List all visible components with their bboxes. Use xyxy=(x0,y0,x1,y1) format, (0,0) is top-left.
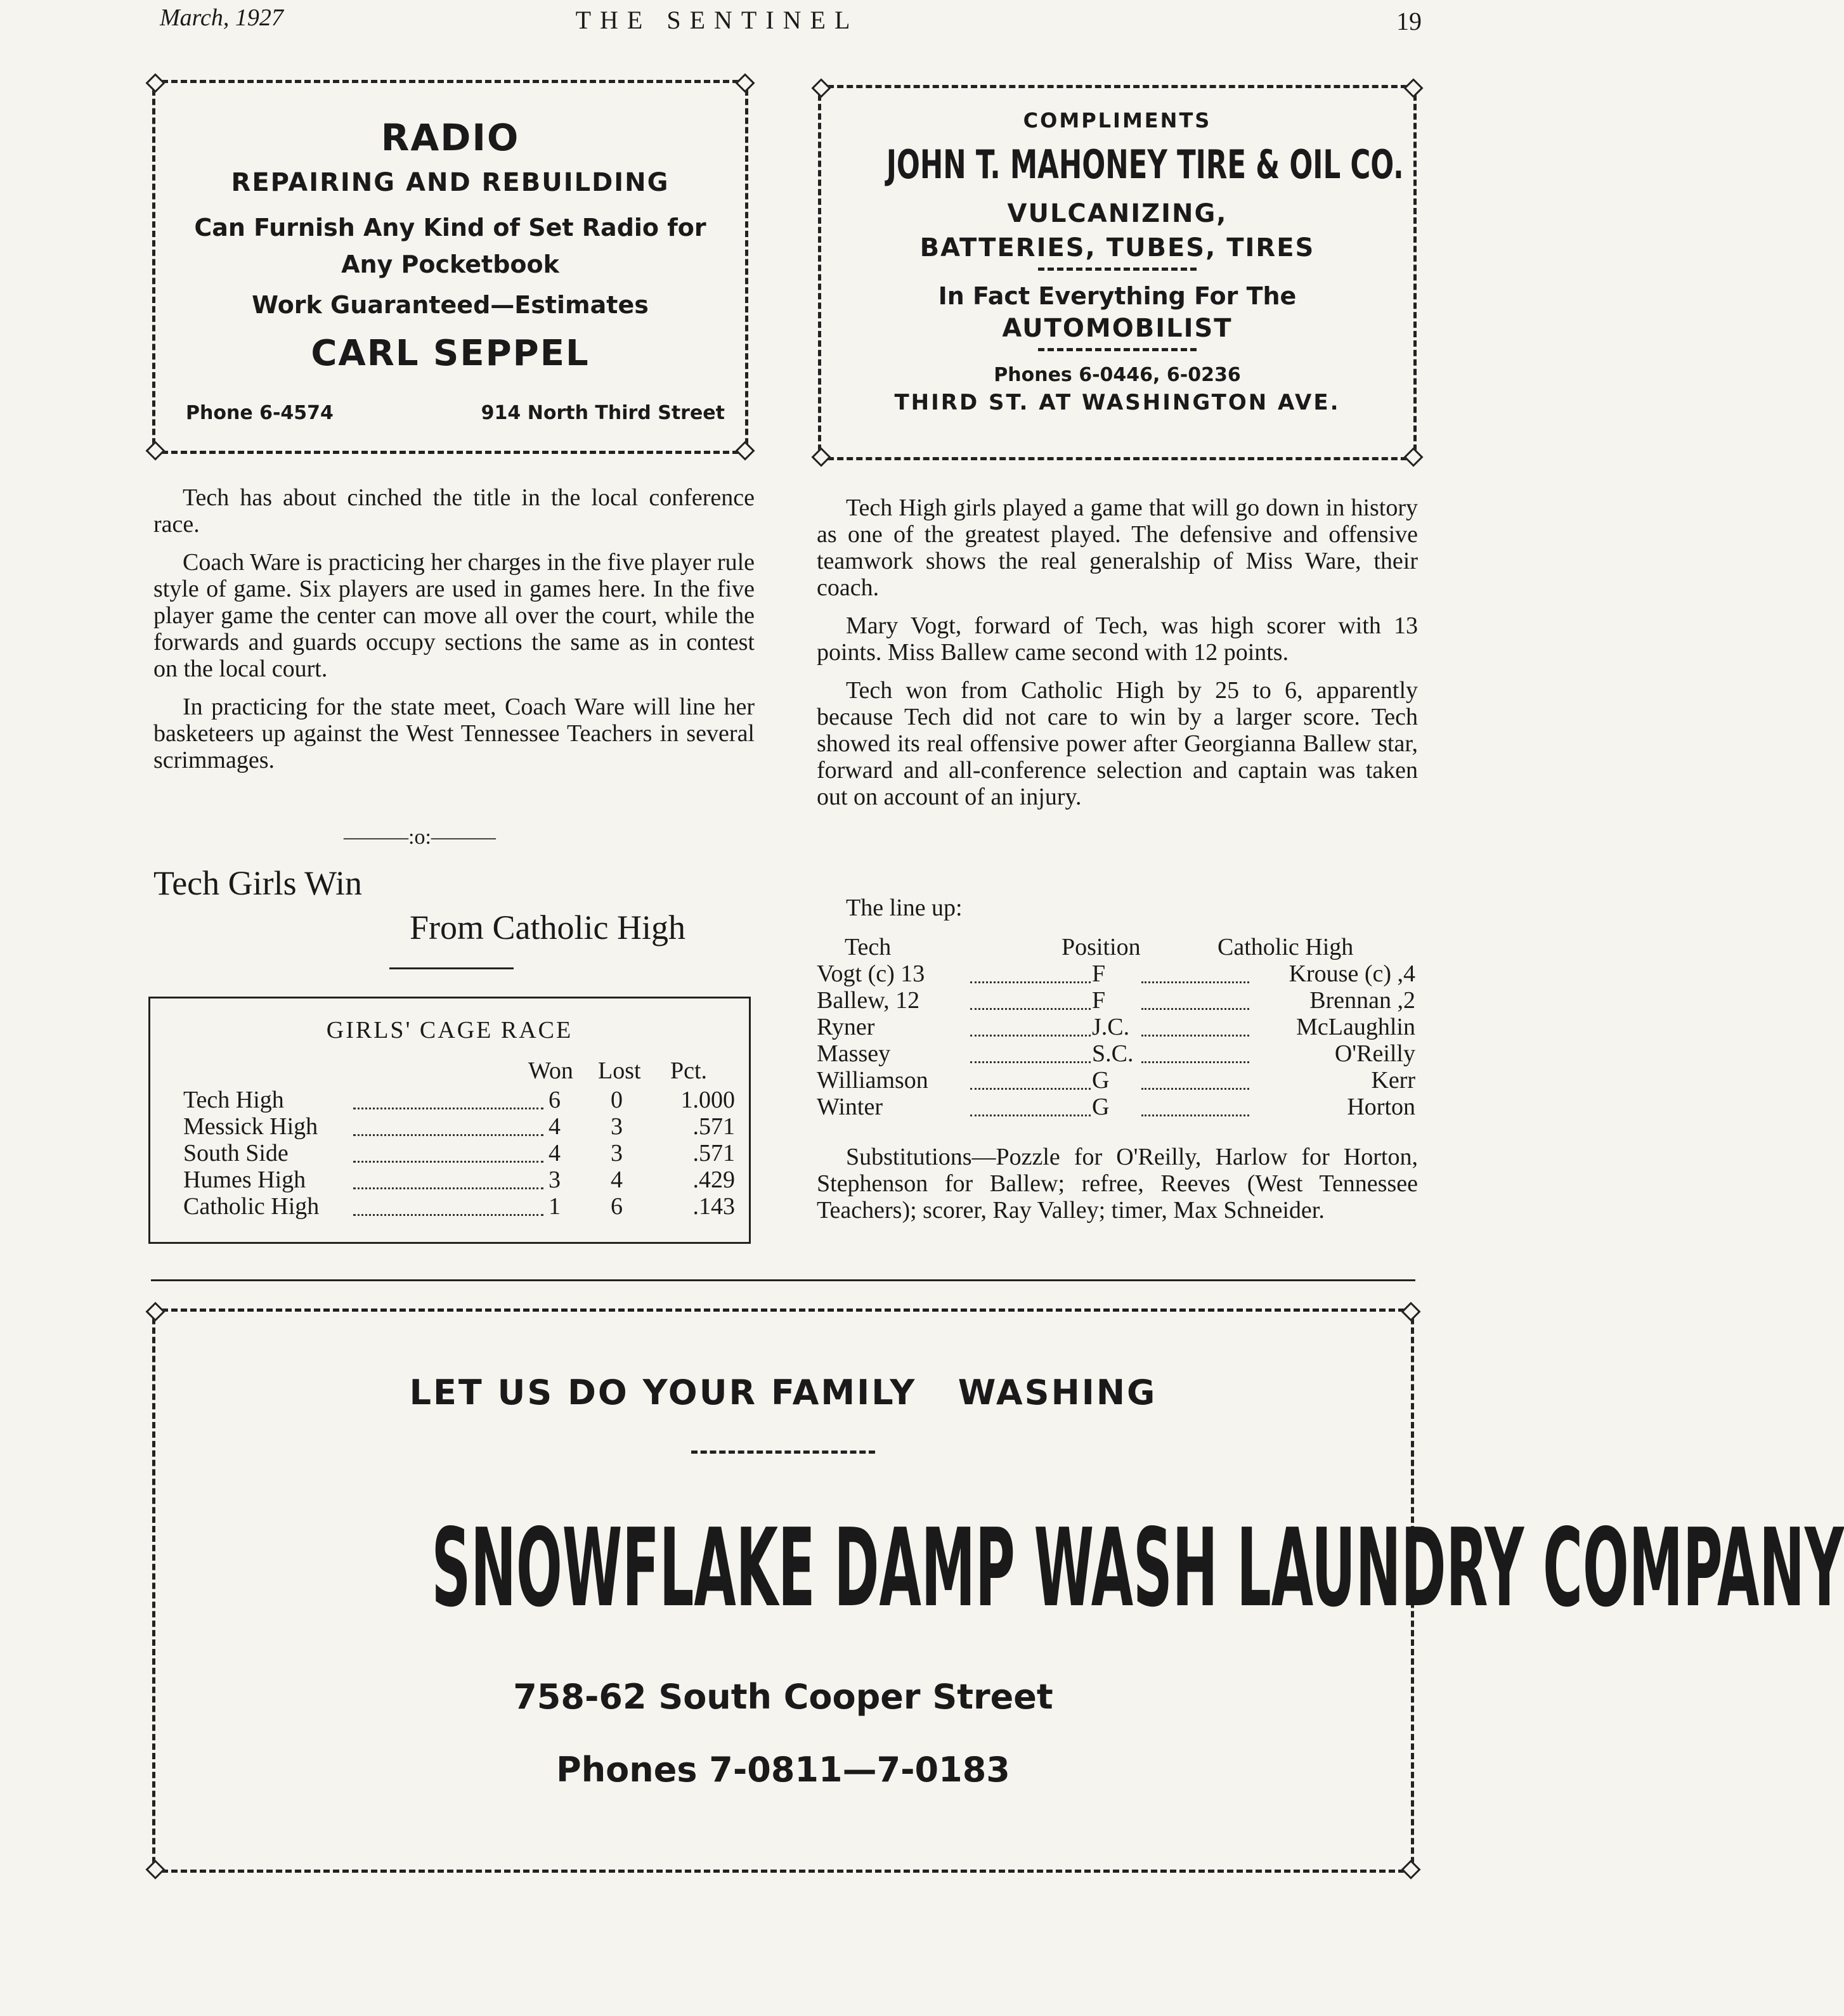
right-article xyxy=(817,494,1418,822)
lineup-tech-player: Massey xyxy=(817,1040,891,1067)
ornament-divider xyxy=(1038,348,1197,355)
standings-lost-value: 6 xyxy=(611,1193,623,1220)
standings-lost-value: 4 xyxy=(611,1166,623,1193)
lineup-catholic-player: Krouse (c) ,4 xyxy=(1289,960,1415,987)
substitutions-text xyxy=(817,1144,1418,1235)
radio-line1: REPAIRING AND REBUILDING xyxy=(231,168,670,197)
standings-won-value: 4 xyxy=(549,1140,561,1166)
article-paragraph: Tech won from Catholic High by 25 to 6, apparently because Tech did not care to win by a larger score. Tech showed its real offensive power after Georgianna Ballew star, forward and all-conference selection and captain was taken out on account of an injury. xyxy=(817,677,1418,810)
lineup-leader-dots xyxy=(970,1088,1091,1090)
headline-line1: Tech Girls Win xyxy=(153,864,362,902)
headline-rule xyxy=(389,967,514,969)
standings-header-lost: Lost xyxy=(598,1057,641,1084)
mahoney-advertisement xyxy=(818,85,1417,460)
radio-advertisement xyxy=(152,80,748,454)
publication-title: THE SENTINEL xyxy=(575,6,859,34)
standings-lost-value: 3 xyxy=(611,1113,623,1140)
standings-pct-value: .143 xyxy=(692,1193,735,1220)
lineup-position: G xyxy=(1092,1067,1110,1094)
lineup-label: The line up: xyxy=(846,895,963,921)
radio-line4: Work Guaranteed—Estimates xyxy=(252,291,649,319)
mahoney-line4: AUTOMOBILIST xyxy=(1002,314,1233,343)
standings-pct-value: .429 xyxy=(692,1166,735,1193)
lineup-tech-player: Winter xyxy=(817,1094,883,1120)
standings-lost-value: 3 xyxy=(611,1140,623,1166)
lineup-header-tech: Tech xyxy=(845,934,892,960)
lineup-leader-dots xyxy=(970,1008,1091,1010)
laundry-company-name: SNOWFLAKE DAMP WASH LAUNDRY COMPANY xyxy=(431,1506,1844,1631)
lineup-position: G xyxy=(1092,1094,1110,1120)
lineup-position: J.C. xyxy=(1092,1014,1130,1040)
headline-line2: From Catholic High xyxy=(410,908,685,947)
lineup-catholic-player: McLaughlin xyxy=(1296,1014,1415,1040)
lineup-leader-dots xyxy=(1141,981,1249,983)
radio-address: 914 North Third Street xyxy=(481,402,725,424)
lineup-leader-dots xyxy=(1141,1115,1249,1116)
corner-ornament xyxy=(1401,1302,1420,1321)
mahoney-line3: In Fact Everything For The xyxy=(938,282,1297,310)
lineup-catholic-player: Horton xyxy=(1347,1094,1415,1120)
article-paragraph: Mary Vogt, forward of Tech, was high scorer with 13 points. Miss Ballew came second with 12 points. xyxy=(817,612,1418,666)
left-article xyxy=(153,484,755,785)
laundry-tagline: LET US DO YOUR FAMILY WASHING xyxy=(409,1373,1157,1412)
corner-ornament xyxy=(145,1859,165,1879)
standings-pct-value: 1.000 xyxy=(680,1087,735,1113)
laundry-address: 758-62 South Cooper Street xyxy=(513,1677,1053,1717)
ornament-divider xyxy=(691,1451,875,1457)
standings-pct-value: .571 xyxy=(692,1140,735,1166)
standings-pct-value: .571 xyxy=(692,1113,735,1140)
mahoney-compliments: COMPLIMENTS xyxy=(1023,108,1212,132)
lineup-position: S.C. xyxy=(1092,1040,1134,1067)
lineup-leader-dots xyxy=(970,1061,1091,1063)
page-number: 19 xyxy=(1396,7,1422,36)
standings-team-name: Humes High xyxy=(183,1166,306,1193)
standings-leader-dots xyxy=(353,1134,543,1136)
article-paragraph: Coach Ware is practicing her charges in the five player rule style of game. Six players are used in games here. In the five player game the center can move all over the court, while the forwards and guards occupy sections the same as in contest on the local court. xyxy=(153,549,755,682)
corner-ornament xyxy=(735,73,755,93)
standings-leader-dots xyxy=(353,1161,543,1163)
standings-won-value: 3 xyxy=(549,1166,561,1193)
article-paragraph: Tech High girls played a game that will go down in history as one of the greatest played. The defensive and offensive teamwork shows the real generalship of Miss Ware, their coach. xyxy=(817,494,1418,601)
lineup-position: F xyxy=(1092,987,1106,1014)
standings-team-name: South Side xyxy=(183,1140,289,1166)
lineup-leader-dots xyxy=(970,1115,1091,1116)
issue-date: March, 1927 xyxy=(160,4,283,31)
corner-ornament xyxy=(811,78,831,98)
mahoney-address: THIRD ST. AT WASHINGTON AVE. xyxy=(894,390,1341,415)
lineup-leader-dots xyxy=(1141,1088,1249,1090)
standings-header-won: Won xyxy=(528,1057,573,1084)
standings-team-name: Messick High xyxy=(183,1113,318,1140)
article-paragraph: In practicing for the state meet, Coach Ware will line her basketeers up against the West Tennessee Teachers in several scrimmages. xyxy=(153,694,755,773)
lineup-catholic-player: Brennan ,2 xyxy=(1309,987,1415,1014)
standings-won-value: 4 xyxy=(549,1113,561,1140)
corner-ornament xyxy=(811,447,831,467)
corner-ornament xyxy=(1403,78,1423,98)
radio-line3: Any Pocketbook xyxy=(341,250,559,278)
radio-title: RADIO xyxy=(380,116,520,159)
lineup-catholic-player: O'Reilly xyxy=(1334,1040,1415,1067)
lineup-leader-dots xyxy=(1141,1061,1249,1063)
corner-ornament xyxy=(145,73,165,93)
lineup-tech-player: Williamson xyxy=(817,1067,928,1094)
standings-leader-dots xyxy=(353,1187,543,1189)
standings-leader-dots xyxy=(353,1108,543,1109)
corner-ornament xyxy=(145,1302,165,1321)
lineup-leader-dots xyxy=(1141,1008,1249,1010)
section-separator: ———:o:——— xyxy=(344,825,496,849)
lineup-header-position: Position xyxy=(1062,934,1141,960)
standings-team-name: Tech High xyxy=(183,1087,284,1113)
standings-header-pct: Pct. xyxy=(670,1057,708,1084)
laundry-phones: Phones 7-0811—7-0183 xyxy=(556,1750,1010,1790)
mahoney-company-name: JOHN T. MAHONEY TIRE & OIL CO. xyxy=(886,141,1404,188)
ornament-divider xyxy=(1038,268,1197,275)
article-paragraph: Tech has about cinched the title in the local conference race. xyxy=(153,484,755,538)
corner-ornament xyxy=(1401,1859,1420,1879)
lineup-leader-dots xyxy=(970,981,1091,983)
lineup-tech-player: Ryner xyxy=(817,1014,875,1040)
standings-team-name: Catholic High xyxy=(183,1193,320,1220)
standings-leader-dots xyxy=(353,1214,543,1216)
lineup-leader-dots xyxy=(1141,1035,1249,1037)
standings-won-value: 6 xyxy=(549,1087,561,1113)
corner-ornament xyxy=(735,441,755,460)
lineup-leader-dots xyxy=(970,1035,1091,1037)
radio-phone: Phone 6-4574 xyxy=(186,402,334,424)
corner-ornament xyxy=(145,441,165,460)
corner-ornament xyxy=(1403,447,1423,467)
radio-line2: Can Furnish Any Kind of Set Radio for xyxy=(194,214,706,242)
standings-won-value: 1 xyxy=(549,1193,561,1220)
laundry-advertisement xyxy=(152,1308,1844,1873)
lineup-catholic-player: Kerr xyxy=(1371,1067,1415,1094)
standings-lost-value: 0 xyxy=(611,1087,623,1113)
lineup-tech-player: Ballew, 12 xyxy=(817,987,920,1014)
mahoney-phones: Phones 6-0446, 6-0236 xyxy=(994,364,1241,386)
standings-title: GIRLS' CAGE RACE xyxy=(326,1017,573,1044)
standings-table xyxy=(148,997,751,1244)
lineup-header-catholic: Catholic High xyxy=(1217,934,1354,960)
lineup-tech-player: Vogt (c) 13 xyxy=(817,960,925,987)
mahoney-line2: BATTERIES, TUBES, TIRES xyxy=(919,233,1315,262)
mahoney-line1: VULCANIZING, xyxy=(1007,199,1228,228)
substitutions-paragraph: Substitutions—Pozzle for O'Reilly, Harlow for Horton, Stephenson for Ballew; refree, Reeves (West Tennessee Teachers); scorer, Ray Valley; timer, Max Schneider. xyxy=(817,1144,1418,1224)
radio-owner-name: CARL SEPPEL xyxy=(311,333,590,374)
section-rule xyxy=(151,1279,1415,1281)
lineup-position: F xyxy=(1092,960,1106,987)
